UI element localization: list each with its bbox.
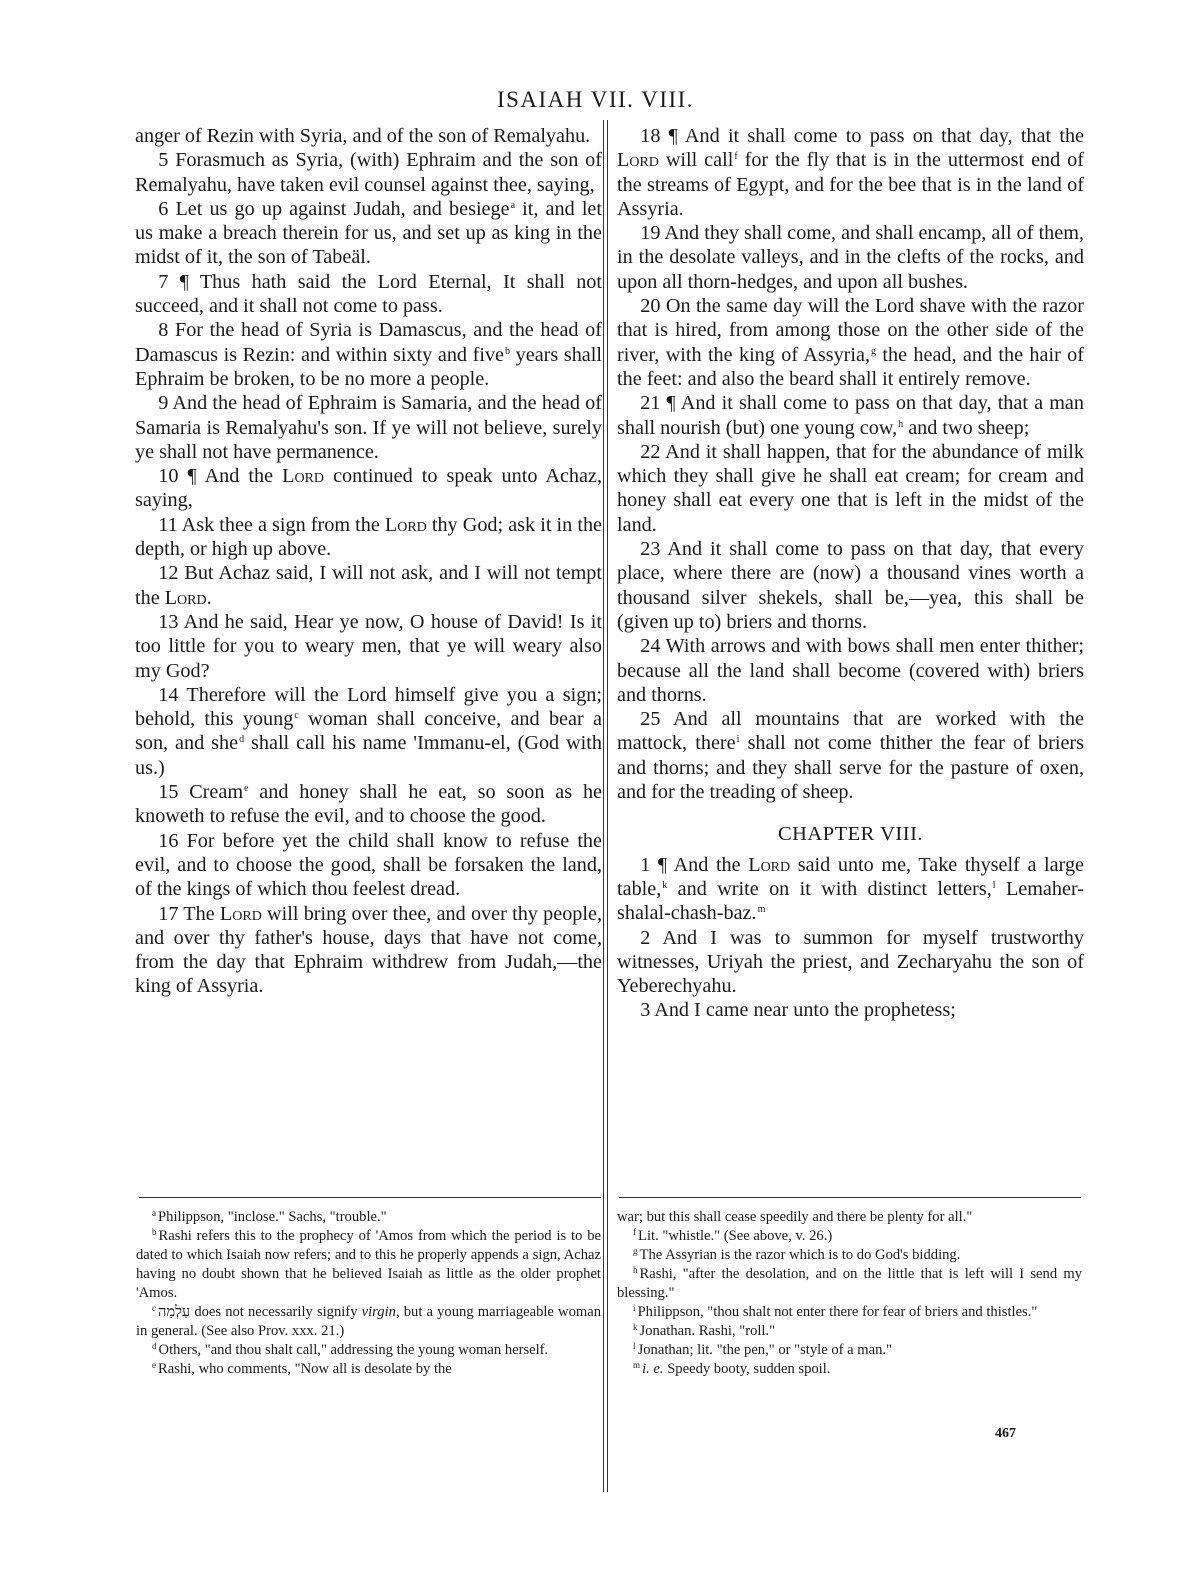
footnote-mark: a bbox=[510, 199, 516, 211]
footnote-divider bbox=[619, 1197, 1081, 1198]
verse-20-part: the head, and the hair of the feet: and also the beard shall it entirely remove. bbox=[617, 343, 1084, 390]
footnote-letter: g bbox=[633, 1246, 638, 1256]
footnote-text: Rashi, "after the desolation, and on the little that is left will I send my blessing." bbox=[617, 1266, 1082, 1301]
footnote-letter: l bbox=[633, 1341, 636, 1351]
footnote-text: עַלְמָה does not necessarily signify bbox=[158, 1304, 362, 1320]
verse-17-part: will bring over thee, and over thy people, and over thy father's house, days that have not come, from the day that Ephraim withdrew from Judah,—the king of Assyria. bbox=[135, 902, 602, 998]
verse-18-part: 18 ¶ And it shall come to pass on that day, that the bbox=[640, 125, 1084, 147]
chapter-heading: CHAPTER VIII. bbox=[777, 823, 924, 846]
footnote-k bbox=[617, 1322, 1082, 1341]
footnote-l bbox=[617, 1341, 1082, 1360]
verse-11-part: thy God; ask it in the depth, or high up above. bbox=[135, 513, 602, 561]
footnote-mark: f bbox=[734, 151, 738, 163]
verse-4-ending: anger of Rezin with Syria, and of the son of Remalyahu. bbox=[135, 125, 591, 147]
verse-21-part: and two sheep; bbox=[903, 416, 1030, 439]
footnote-text: Philippson, "thou shalt not enter there for fear of briers and thistles." bbox=[637, 1304, 1038, 1320]
footnote-e bbox=[136, 1360, 601, 1379]
footnote-text: Philippson, "inclose." Sachs, "trouble." bbox=[158, 1209, 387, 1225]
footnote-italic: i. e. bbox=[642, 1361, 664, 1377]
footnote-text: Jonathan; lit. "the pen," or "style of a man." bbox=[637, 1342, 892, 1358]
verse-18-part: for the fly that is in the uttermost end of the streams of Egypt, and for the bee that is in the land of Assyria. bbox=[617, 149, 1084, 220]
footnote-b bbox=[136, 1227, 601, 1303]
footnote-letter: k bbox=[633, 1322, 638, 1332]
verse-23: 23 And it shall come to pass on that day, that every place, where there are (now) a thousand vines worth a thousand silver shekels, shall be,—yea, this shall be (given up to) briers and thorns. bbox=[617, 538, 1084, 633]
verse-18-part: will call bbox=[658, 149, 734, 172]
verse-part: 1 ¶ And the bbox=[640, 853, 749, 876]
page-header: ISAIAH VII. VIII. bbox=[496, 87, 695, 112]
verse-12-part: . bbox=[206, 586, 212, 609]
footnote-h bbox=[617, 1265, 1082, 1303]
footnotes-right bbox=[617, 1208, 1082, 1379]
footnote-g bbox=[617, 1246, 1082, 1265]
verse-25-part: 25 And all mountains that are worked with the mattock, there bbox=[617, 708, 1084, 755]
chapter-8-verse-1 bbox=[617, 853, 1084, 926]
verse-18 bbox=[617, 124, 1084, 221]
footnote-letter: c bbox=[152, 1303, 157, 1313]
right-column bbox=[617, 124, 1084, 1023]
footnote-letter: e bbox=[152, 1360, 157, 1370]
verse-14-part: 14 Therefore will the Lord himself give you a sign; behold, this young bbox=[135, 683, 602, 731]
divine-name: Lord bbox=[282, 465, 325, 488]
footnote-divider bbox=[139, 1197, 601, 1198]
footnote-letter: f bbox=[633, 1227, 637, 1237]
verse-15 bbox=[135, 780, 602, 829]
verse-13: 13 And he said, Hear ye now, O house of David! Is it too little for you to weary men, that ye will weary also my God? bbox=[135, 610, 602, 682]
verse-6 bbox=[135, 197, 602, 270]
footnote-mark: g bbox=[871, 345, 877, 357]
verse-12 bbox=[135, 561, 602, 610]
footnote-f bbox=[617, 1227, 1082, 1246]
verse-25 bbox=[617, 707, 1084, 804]
verse-part: said unto me, Take thyself a large table, bbox=[617, 853, 1084, 900]
verse-8 bbox=[135, 318, 602, 391]
verse-17-part: 17 The bbox=[158, 902, 220, 925]
verse-10-part: continued to speak unto Achaz, saying, bbox=[135, 465, 602, 512]
verse-25-part: shall not come thither the fear of briers and thorns; and they shall serve for the pasture of oxen, and for the treading of sheep. bbox=[617, 732, 1084, 804]
verse-8-part: 8 For the head of Syria is Damascus, and the head of Damascus is Rezin: and within sixty and five bbox=[135, 319, 602, 366]
divine-name: Lord bbox=[617, 149, 659, 172]
footnote-i bbox=[617, 1303, 1082, 1322]
verse-21 bbox=[617, 391, 1084, 440]
footnote-text: Speedy booty, sudden spoil. bbox=[663, 1361, 831, 1377]
footnote-letter: h bbox=[633, 1265, 638, 1275]
divine-name: Lord bbox=[748, 853, 791, 876]
verse-12-part: 12 But Achaz said, I will not ask, and I will not tempt the bbox=[135, 562, 602, 609]
verse-part: and write on it with distinct letters, bbox=[667, 877, 992, 900]
footnote-text: Jonathan. Rashi, "roll." bbox=[639, 1323, 776, 1339]
footnote-text: , but a young marriageable woman in general. (See also Prov. xxx. 21.) bbox=[136, 1304, 601, 1339]
verse-20 bbox=[617, 294, 1084, 391]
divine-name: Lord bbox=[164, 586, 207, 609]
verse-5: 5 Forasmuch as Syria, (with) Ephraim and the son of Remalyahu, have taken evil counsel against thee, saying, bbox=[135, 149, 602, 196]
footnote-a bbox=[136, 1208, 601, 1227]
footnote-mark: e bbox=[244, 783, 249, 795]
footnote-text: Rashi, who comments, "Now all is desolate by the bbox=[158, 1361, 452, 1377]
verse-16: 16 For before yet the child shall know to refuse the evil, and to choose the good, shall be forsaken the land, of the kings of which thou feelest dread. bbox=[135, 829, 602, 901]
verse-7: 7 ¶ Thus hath said the Lord Eternal, It shall not succeed, and it shall not come to pass. bbox=[135, 270, 602, 318]
footnote-mark: b bbox=[505, 345, 511, 357]
verse-17 bbox=[135, 902, 602, 999]
verse-8-part: years shall Ephraim be broken, to be no more a people. bbox=[135, 343, 602, 390]
divine-name: Lord bbox=[219, 902, 262, 925]
verse-6-part: it, and let us make a breach therein for us, and set up as king in the midst of it, the son of Tabeäl. bbox=[135, 197, 603, 269]
verse-24: 24 With arrows and with bows shall men enter thither; because all the land shall become (covered with) briers and thorns. bbox=[617, 635, 1084, 706]
verse-15-part: and honey shall he eat, so soon as he knoweth to refuse the evil, and to choose the good. bbox=[135, 781, 602, 828]
verse-11 bbox=[135, 513, 602, 562]
divine-name: Lord bbox=[384, 513, 427, 536]
verse-10-part: 10 ¶ And the bbox=[158, 465, 283, 488]
verse-part: Lemaher-shalal-chash-baz. bbox=[617, 877, 1084, 925]
verse-9: 9 And the head of Ephraim is Samaria, and the head of Samaria is Remalyahu's son. If ye will not believe, surely ye shall not have permanence. bbox=[135, 392, 602, 463]
footnote-letter: m bbox=[633, 1360, 641, 1370]
footnote-text: The Assyrian is the razor which is to do God's bidding. bbox=[639, 1247, 961, 1263]
chapter-8-verse-2: 2 And I was to summon for myself trustworthy witnesses, Uriyah the priest, and Zecharyahu the son of Yeberechyahu. bbox=[617, 926, 1084, 998]
footnote-letter: d bbox=[152, 1341, 157, 1351]
footnote-mark: d bbox=[239, 734, 245, 746]
left-column bbox=[135, 124, 602, 999]
footnote-mark: k bbox=[662, 879, 668, 891]
footnote-text: Others, "and thou shalt call," addressing the young woman herself. bbox=[158, 1342, 549, 1358]
footnote-letter: a bbox=[152, 1208, 157, 1218]
verse-14-part: woman shall conceive, and bear a son, and she bbox=[135, 708, 602, 755]
footnote-letter: i bbox=[633, 1303, 636, 1313]
verse-6-part: 6 Let us go up against Judah, and besiege bbox=[158, 197, 510, 220]
footnote-mark: c bbox=[294, 710, 299, 722]
footnotes-left bbox=[136, 1208, 601, 1379]
column-divider bbox=[607, 120, 608, 1492]
footnote-d bbox=[136, 1341, 601, 1360]
footnote-mark: i bbox=[736, 734, 740, 746]
footnote-italic: virgin bbox=[361, 1304, 396, 1320]
verse-11-part: 11 Ask thee a sign from the bbox=[158, 513, 385, 536]
verse-19: 19 And they shall come, and shall encamp, all of them, in the desolate valleys, and in the clefts of the rocks, and upon all thorn-hedges, and upon all bushes. bbox=[617, 222, 1084, 293]
verse-22: 22 And it shall happen, that for the abundance of milk which they shall give he shall eat cream; for cream and honey shall eat every one that is left in the midst of the land. bbox=[617, 440, 1084, 536]
page-number: 467 bbox=[995, 1426, 1016, 1441]
chapter-8-verse-3: 3 And I came near unto the prophetess; bbox=[640, 999, 956, 1022]
footnote-text: Rashi refers this to the prophecy of 'Amos from which the period is to be dated to which Isaiah now refers; and to this he properly appends a sign, Achaz having no doubt shown that he believed Isaiah as little as the older prophet 'Amos. bbox=[136, 1228, 601, 1301]
verse-14-part: shall call his name 'Immanu-el, (God with us.) bbox=[135, 732, 602, 779]
column-divider bbox=[603, 120, 604, 1492]
footnote-text: Lit. "whistle." (See above, v. 26.) bbox=[638, 1228, 833, 1244]
footnote-letter: b bbox=[152, 1227, 157, 1237]
footnote-m bbox=[617, 1360, 1082, 1379]
footnote-mark: l bbox=[992, 879, 996, 891]
footnote-e-continued: war; but this shall cease speedily and there be plenty for all." bbox=[617, 1209, 973, 1225]
verse-10 bbox=[135, 464, 602, 513]
verse-14 bbox=[135, 683, 602, 780]
verse-21-part: 21 ¶ And it shall come to pass on that day, that a man shall nourish (but) one young cow, bbox=[617, 392, 1084, 439]
footnote-c bbox=[136, 1303, 601, 1341]
verse-20-part: 20 On the same day will the Lord shave with the razor that is hired, from among those on the other side of the river, with the king of Assyria, bbox=[617, 295, 1084, 366]
footnote-mark: h bbox=[898, 418, 904, 430]
footnote-mark: m bbox=[757, 904, 766, 916]
verse-15-part: 15 Cream bbox=[158, 781, 244, 804]
